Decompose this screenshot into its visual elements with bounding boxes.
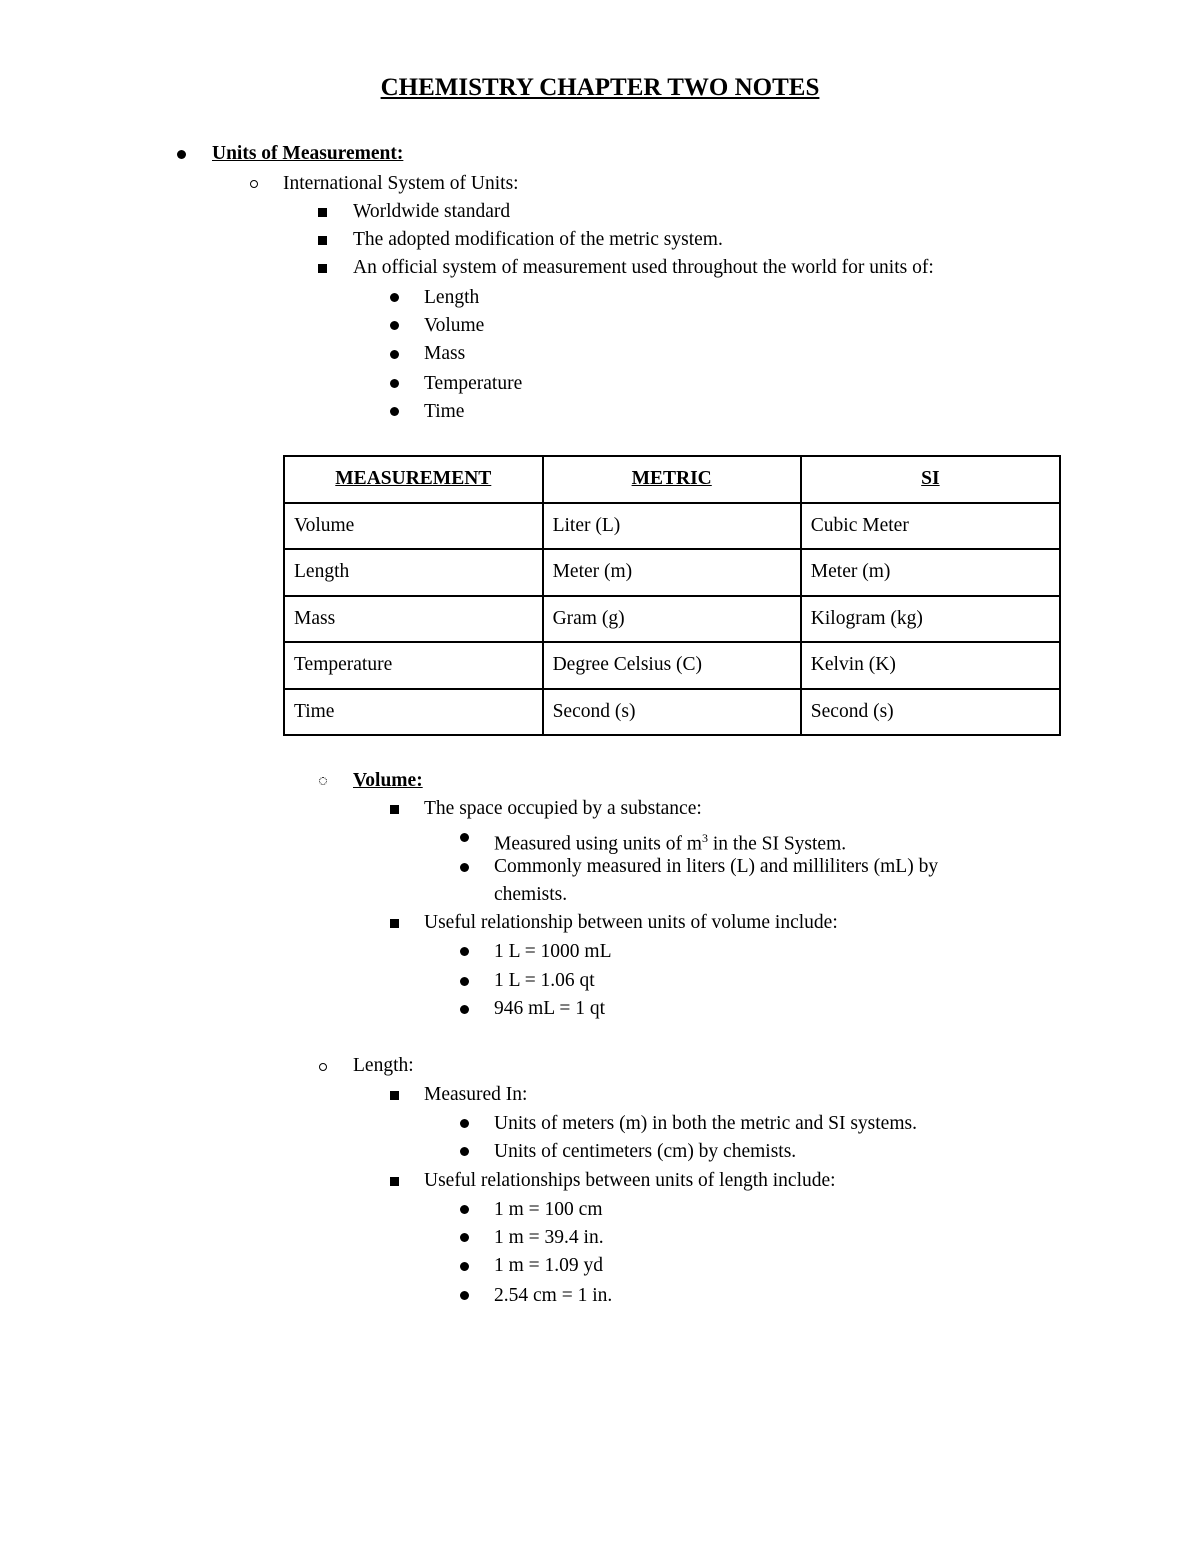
table-header: MEASUREMENT [284, 456, 543, 503]
table-row [284, 549, 1060, 596]
bullet-square-icon [390, 919, 399, 928]
bullet-dot-icon [460, 1291, 469, 1300]
list-item: Commonly measured in liters (L) and milliliters (mL) by [494, 856, 939, 877]
table-row [284, 642, 1060, 689]
bullet-dot-icon [460, 1147, 469, 1156]
bullet-dot-icon [390, 350, 399, 359]
list-item: Units of centimeters (cm) by chemists. [494, 1141, 797, 1162]
list-item: Useful relationship between units of volume include: [424, 912, 838, 933]
table-cell: Kilogram (kg) [801, 596, 1060, 643]
list-item: Worldwide standard [353, 201, 511, 222]
sub-item-text: Measured using units of m [494, 833, 702, 855]
bullet-square-icon [318, 236, 327, 245]
bullet-dot-icon [390, 407, 399, 416]
list-item: Measured In: [424, 1084, 528, 1105]
bullet-dot-icon [460, 1119, 469, 1128]
unit-item: Temperature [424, 373, 523, 394]
unit-item: Time [424, 401, 465, 422]
bullet-dot-icon [177, 150, 186, 159]
unit-item: Volume [424, 315, 485, 336]
relation-item: 2.54 cm = 1 in. [494, 1285, 613, 1306]
relation-item: 1 m = 39.4 in. [494, 1227, 604, 1248]
table-cell: Kelvin (K) [801, 642, 1060, 689]
relation-item: 1 L = 1000 mL [494, 941, 612, 962]
table-cell: Degree Celsius (C) [543, 642, 801, 689]
table-header: SI [801, 456, 1060, 503]
table-row [284, 596, 1060, 643]
bullet-dot-icon [460, 1262, 469, 1271]
bullet-dot-icon [390, 321, 399, 330]
table-cell: Time [284, 689, 543, 736]
units-table [283, 455, 1061, 736]
table-cell: Meter (m) [543, 549, 801, 596]
table-row [284, 689, 1060, 736]
list-item: Useful relationships between units of length include: [424, 1170, 836, 1191]
bullet-dot-icon [460, 947, 469, 956]
unit-item: Length [424, 287, 480, 308]
section-heading-units: Units of Measurement: [212, 143, 404, 164]
list-item: The space occupied by a substance: [424, 798, 702, 819]
table-cell: Mass [284, 596, 543, 643]
unit-item: Mass [424, 343, 466, 364]
bullet-dot-icon [460, 863, 469, 872]
bullet-ring-icon [250, 180, 258, 188]
table-cell: Second (s) [543, 689, 801, 736]
bullet-square-icon [390, 805, 399, 814]
table-cell: Gram (g) [543, 596, 801, 643]
table-header-row [284, 456, 1060, 503]
bullet-ring-icon [319, 1063, 327, 1071]
bullet-dot-icon [460, 977, 469, 986]
bullet-square-icon [390, 1177, 399, 1186]
table-cell: Volume [284, 503, 543, 550]
bullet-dot-icon [460, 833, 469, 842]
bullet-dot-icon [390, 293, 399, 302]
table-cell: Length [284, 549, 543, 596]
page-title: CHEMISTRY CHAPTER TWO NOTES [380, 74, 820, 101]
list-item [494, 825, 846, 858]
bullet-dot-icon [460, 1205, 469, 1214]
sub-item-text: in the SI System. [707, 833, 847, 855]
bullet-square-icon [318, 208, 327, 217]
bullet-square-icon [318, 264, 327, 273]
bullet-square-icon [390, 1091, 399, 1100]
list-item-continued: chemists. [494, 884, 568, 905]
bullet-dot-icon [460, 1005, 469, 1014]
relation-item: 946 mL = 1 qt [494, 998, 606, 1019]
superscript: 3 [701, 831, 708, 845]
volume-heading: Volume: [353, 770, 423, 791]
length-heading: Length: [353, 1055, 414, 1076]
bullet-dot-icon [390, 379, 399, 388]
list-item: Units of meters (m) in both the metric and SI systems. [494, 1113, 917, 1134]
table-header: METRIC [543, 456, 801, 503]
list-item: The adopted modification of the metric system. [353, 229, 723, 250]
table-row [284, 503, 1060, 550]
relation-item: 1 m = 1.09 yd [494, 1255, 604, 1276]
table-cell: Meter (m) [801, 549, 1060, 596]
table-cell: Cubic Meter [801, 503, 1060, 550]
bullet-dot-icon [460, 1233, 469, 1242]
si-subheading: International System of Units: [283, 173, 519, 194]
table-cell: Liter (L) [543, 503, 801, 550]
list-item: An official system of measurement used throughout the world for units of: [353, 257, 934, 278]
bullet-ring-icon [319, 777, 327, 785]
relation-item: 1 m = 100 cm [494, 1199, 603, 1220]
table-cell: Temperature [284, 642, 543, 689]
relation-item: 1 L = 1.06 qt [494, 970, 595, 991]
table-cell: Second (s) [801, 689, 1060, 736]
